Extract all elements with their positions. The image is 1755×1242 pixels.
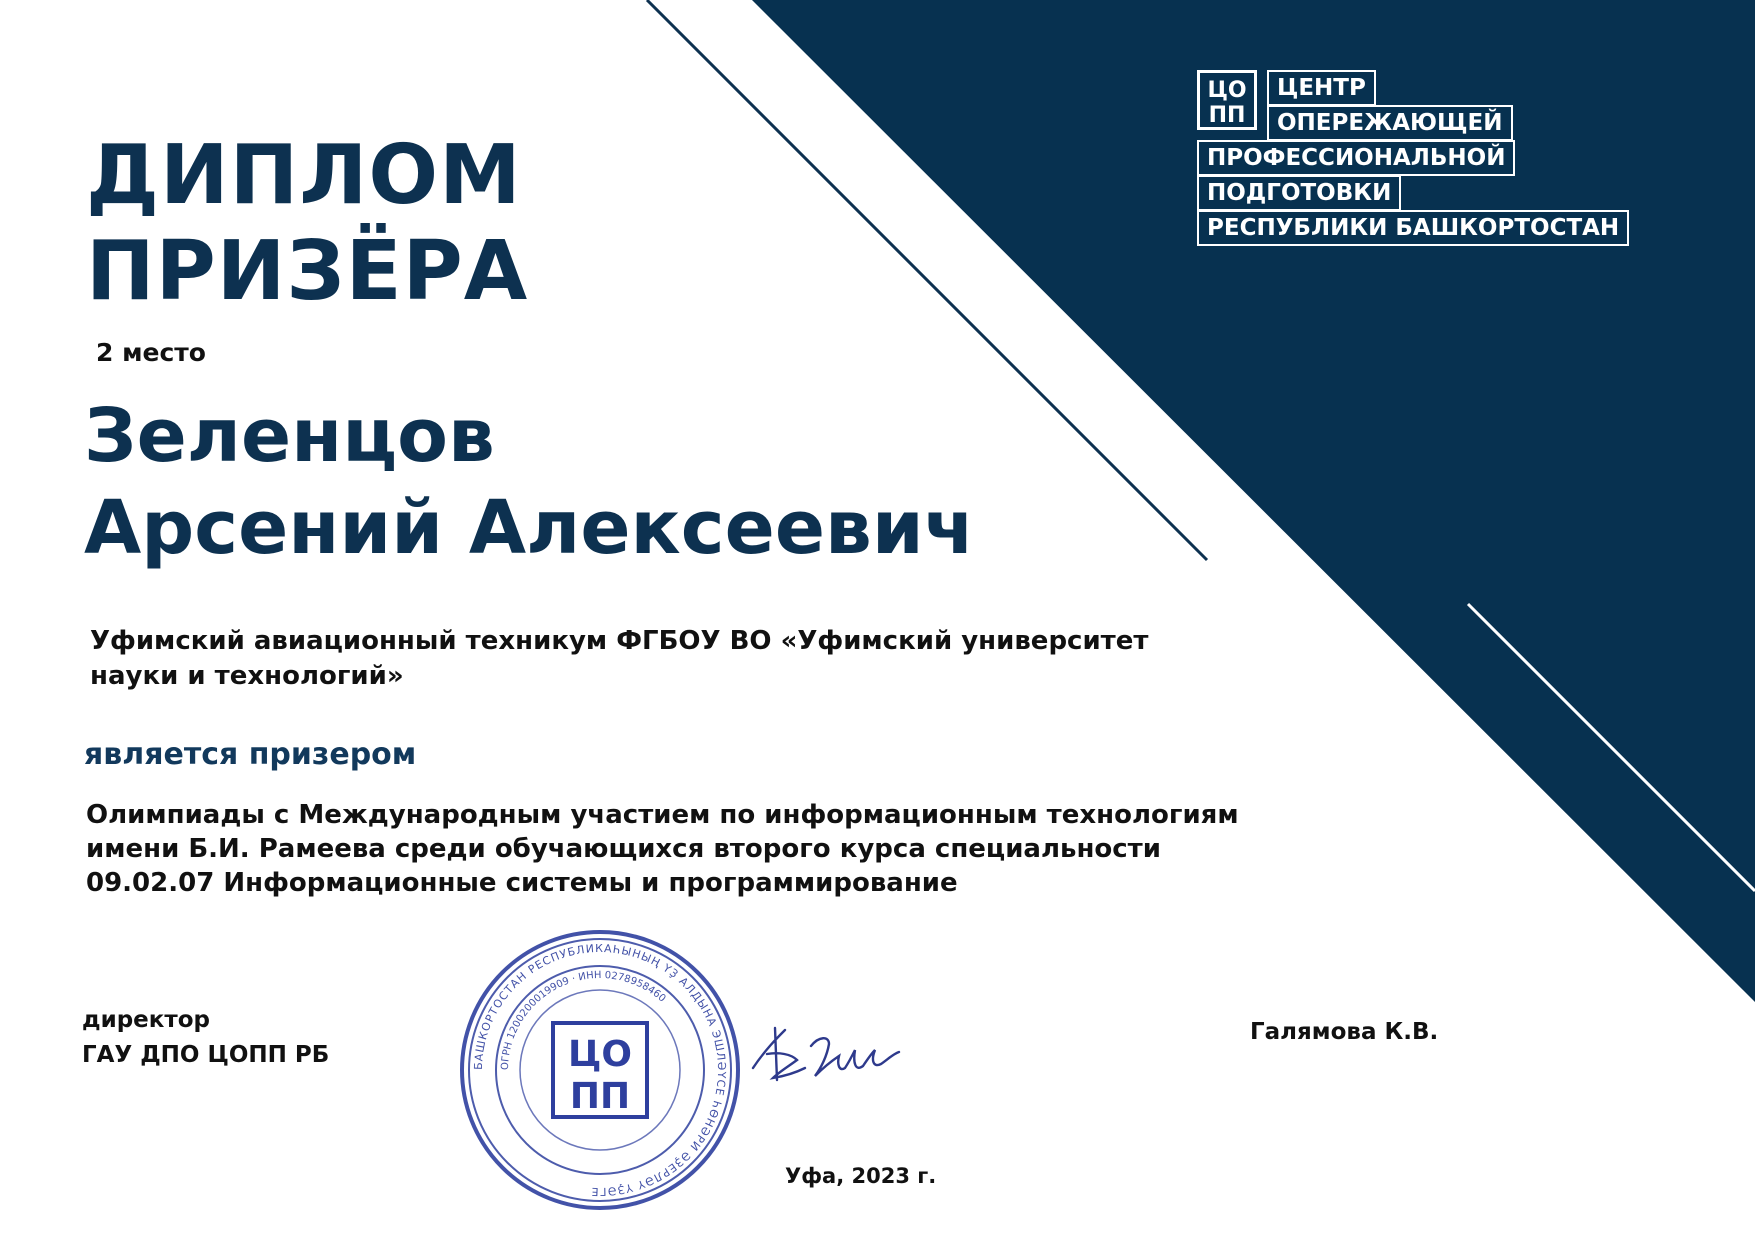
seal-outer-text: БАШКОРТОСТАН РЕСПУБЛИКАҺЫНЫҢ ҮҘ АЛДЫНА ЭШЛӘҮСЕ ҺӨНӘРИ ӘҘЕРЛӘҮ ҮҘӘГЕ xyxy=(471,941,729,1199)
logo-line-4: ПОДГОТОВКИ xyxy=(1197,175,1401,211)
role-line-2: ГАУ ДПО ЦОПП РБ xyxy=(82,1042,330,1068)
institution-line-2: науки и технологий» xyxy=(90,661,404,691)
recipient-given-names: Арсений Алексеевич xyxy=(84,485,975,571)
handwritten-signature xyxy=(745,1010,905,1100)
logo-mark-bottom-text: ПП xyxy=(1208,103,1246,128)
recipient-name xyxy=(84,390,975,574)
institution xyxy=(90,624,1290,694)
event-description xyxy=(86,798,1326,900)
logo-mark-top-text: ЦО xyxy=(1207,78,1247,103)
seal-mark-top: ЦО xyxy=(567,1034,633,1075)
institution-line-1: Уфимский авиационный техникум ФГБОУ ВО «Уфимский университет xyxy=(90,626,1149,656)
official-seal-stamp xyxy=(455,925,745,1215)
logo-line-5: РЕСПУБЛИКИ БАШКОРТОСТАН xyxy=(1197,210,1629,246)
seal-inner-text: ОГРН 1200200019909 · ИНН 0278958460 xyxy=(499,969,668,1071)
logo-line-1: ЦЕНТР xyxy=(1267,70,1376,106)
title-line-1: ДИПЛОМ xyxy=(86,128,522,223)
copp-logo xyxy=(1197,70,1647,250)
role-line-1: директор xyxy=(82,1007,210,1033)
recipient-surname: Зеленцов xyxy=(84,393,495,479)
title-line-2: ПРИЗЁРА xyxy=(86,224,529,319)
city-and-year: Уфа, 2023 г. xyxy=(785,1164,937,1188)
signer-name: Галямова К.В. xyxy=(1250,1019,1439,1045)
place-label: 2 место xyxy=(96,338,206,367)
logo-line-2: ОПЕРЕЖАЮЩЕЙ xyxy=(1267,105,1513,141)
event-line-2: имени Б.И. Рамеева среди обучающихся второго курса специальности xyxy=(86,834,1161,864)
event-line-1: Олимпиады с Международным участием по информационным технологиям xyxy=(86,800,1239,830)
diploma-title xyxy=(86,128,528,320)
seal-mark-bottom: ПП xyxy=(569,1076,631,1117)
event-line-3: 09.02.07 Информационные системы и программирование xyxy=(86,868,958,898)
signer-role xyxy=(82,1003,329,1073)
logo-line-3: ПРОФЕССИОНАЛЬНОЙ xyxy=(1197,140,1515,176)
award-status: является призером xyxy=(84,737,417,772)
copp-logo-mark xyxy=(1197,70,1257,130)
